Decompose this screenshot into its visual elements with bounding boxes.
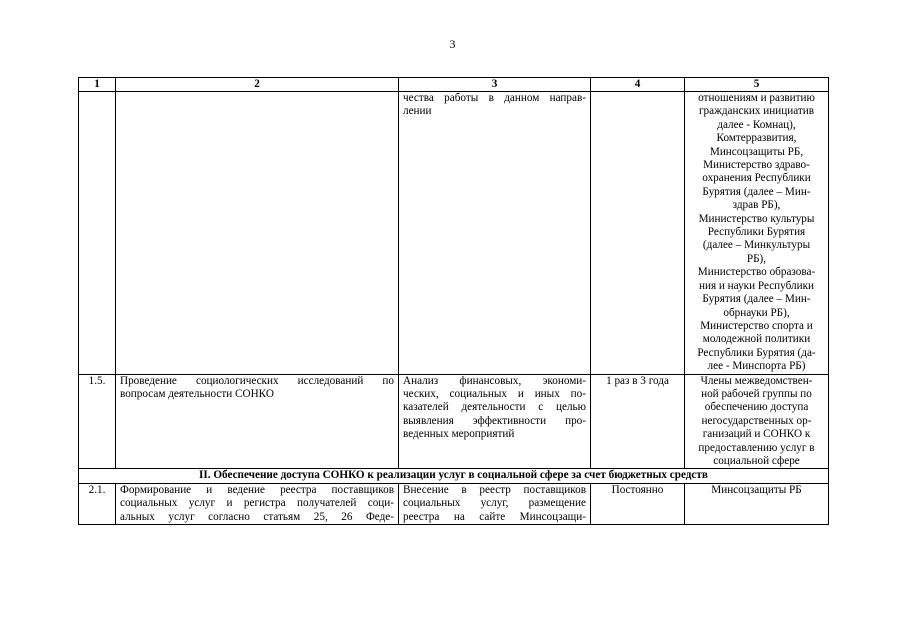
row-number	[79, 92, 116, 375]
executors-cell	[685, 374, 829, 469]
measure-line: вопросам деятельности СОНКО	[120, 387, 274, 400]
measure-cell	[116, 483, 399, 524]
executor-line: Республики Бурятия	[707, 226, 806, 239]
executor-line: Комтерразвития,	[716, 132, 797, 145]
col-header-2: 2	[116, 78, 399, 92]
result-line: чества работы в данном направ-	[403, 92, 586, 104]
result-line: Анализ финансовых, экономи-	[403, 374, 586, 387]
executors-cell: Минсоцзащиты РБ	[685, 483, 829, 524]
col-header-5: 5	[685, 78, 829, 92]
header-row	[79, 78, 829, 92]
page-number: 3	[449, 37, 456, 51]
executor-line: ния и науки Республики	[698, 279, 815, 292]
section-title: II. Обеспечение доступа СОНКО к реализации услуг в социальной сфере за счет бюджетных средств	[79, 469, 829, 483]
executor-line: гражданских инициатив	[698, 105, 815, 118]
result-line: выявления эффективности про-	[403, 414, 586, 427]
measure-line: альных услуг согласно статьям 25, 26 Феде-	[120, 510, 394, 523]
result-cell	[399, 374, 591, 469]
executor-line: Министерство образова-	[697, 266, 816, 279]
result-line: социальных услуг, размещение	[403, 497, 586, 510]
executor-line: социальной сфере	[713, 454, 800, 467]
table-row	[79, 374, 829, 469]
term-cell: 1 раз в 3 года	[591, 374, 685, 469]
measure-line: социальных услуг и регистра получателей соци-	[120, 497, 394, 510]
result-line: веденных мероприятий	[403, 428, 515, 441]
row-number: 1.5.	[79, 374, 116, 469]
result-cell	[399, 92, 591, 375]
executor-line: Бурятия (далее – Мин-	[702, 185, 811, 198]
term-cell: Постоянно	[591, 483, 685, 524]
executor-line: обеспечению доступа	[704, 401, 809, 414]
result-line: лении	[403, 105, 432, 118]
executor-line: далее - Комнац),	[717, 118, 796, 131]
executor-line: (далее – Минкультуры	[702, 239, 811, 252]
executor-line: здрав РБ),	[732, 199, 781, 212]
measure-line: Формирование и ведение реестра поставщиков	[120, 483, 394, 496]
section-row	[79, 469, 829, 483]
executor-line: Министерство культуры	[698, 212, 815, 225]
executor-line: Минсоцзащиты РБ,	[709, 145, 804, 158]
term-cell	[591, 92, 685, 375]
executor-line: ганизаций и СОНКО к	[702, 428, 811, 441]
executor-line: Министерство здраво-	[703, 159, 810, 172]
executor-line: молодежной политики	[702, 333, 811, 346]
executor-line: РБ),	[746, 252, 767, 265]
executor-line: обрнауки РБ),	[723, 306, 790, 319]
row-number: 2.1.	[79, 483, 116, 524]
table-row	[79, 92, 829, 375]
executor-line: негосударственных ор-	[701, 414, 812, 427]
table-row	[79, 483, 829, 524]
result-line: ческих, социальных и иных по-	[403, 387, 586, 400]
measure-cell	[116, 92, 399, 375]
executor-line: предоставлению услуг в	[698, 441, 815, 454]
measure-cell	[116, 374, 399, 469]
executor-line: охранения Республики	[702, 172, 811, 185]
result-cell	[399, 483, 591, 524]
executor-line: Министерство спорта и	[700, 319, 813, 332]
col-header-4: 4	[591, 78, 685, 92]
col-header-3: 3	[399, 78, 591, 92]
measure-line: Проведение социологических исследований по	[120, 374, 394, 387]
executor-line: лее - Минспорта РБ)	[707, 360, 806, 373]
col-header-1: 1	[79, 78, 116, 92]
executor-line: отношениям и развитию	[698, 92, 815, 104]
result-line: казателей деятельности с целью	[403, 401, 586, 414]
executor-line: ной рабочей группы по	[701, 387, 812, 400]
executor-line: Республики Бурятия (да-	[697, 346, 816, 359]
executor-line: Члены межведомствен-	[700, 374, 813, 387]
plan-table	[78, 77, 829, 525]
executor-line: Бурятия (далее – Мин-	[702, 293, 811, 306]
result-line: реестра на сайте Минсоцзащи-	[403, 510, 586, 523]
executors-cell	[685, 92, 829, 375]
result-line: Внесение в реестр поставщиков	[403, 483, 586, 496]
